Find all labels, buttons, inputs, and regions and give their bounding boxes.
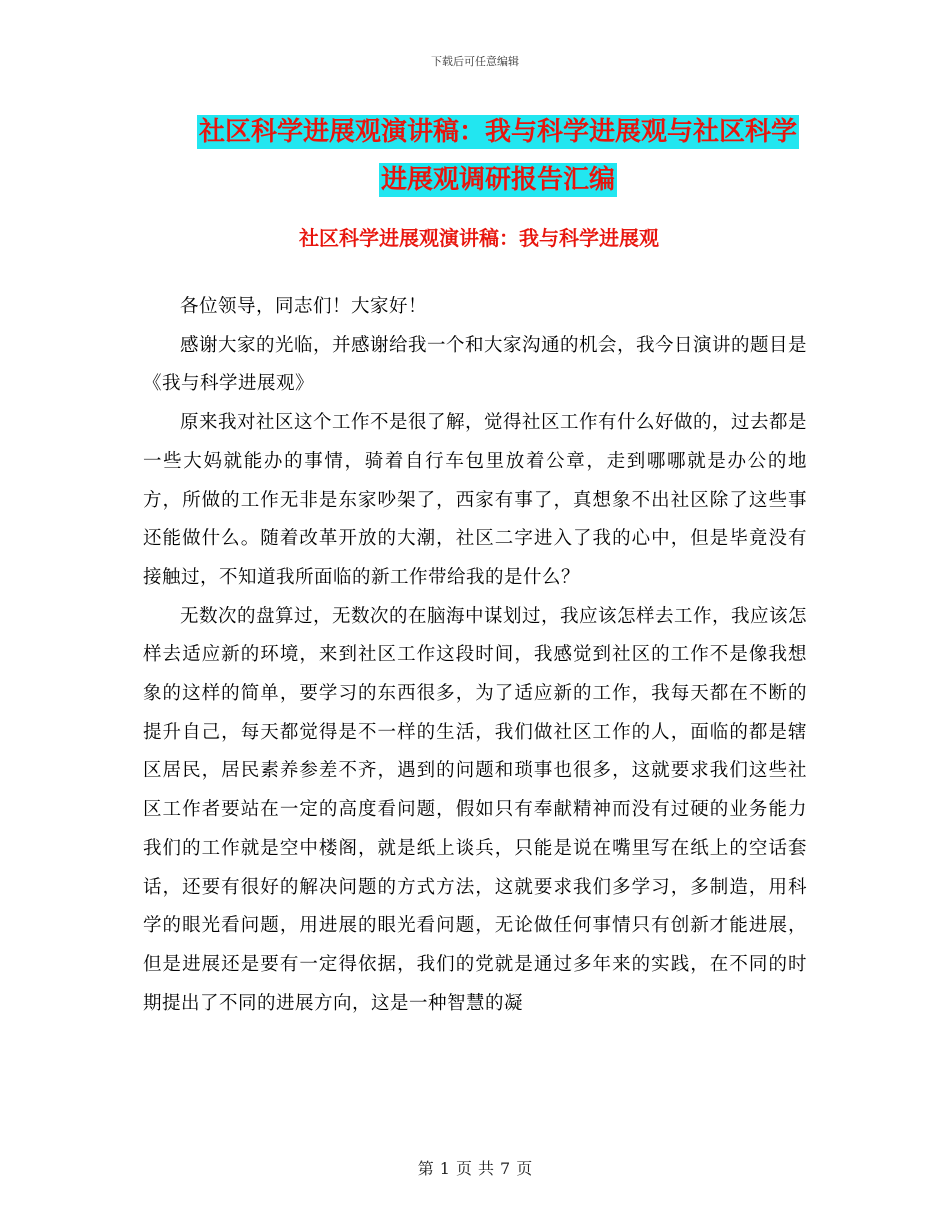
header-note: 下载后可任意编辑	[431, 55, 519, 68]
page-footer	[0, 1156, 950, 1179]
paragraph: 无数次的盘算过，无数次的在脑海中谋划过，我应该怎样去工作，我应该怎样去适应新的环境，来到社区工作这段时间，我感觉到社区的工作不是像我想象的这样的简单，要学习的东西很多，为了适应新的工作，我每天都在不断的提升自己，每天都觉得是不一样的生活，我们做社区工作的人，面临的都是辖区居民，居民素养参差不齐，遇到的问题和琐事也很多，这就要求我们这些社区工作者要站在一定的高度看问题，假如只有奉献精神而没有过硬的业务能力我们的工作就是空中楼阁，就是纸上谈兵，只能是说在嘴里写在纸上的空话套话，还要有很好的解决问题的方式方法，这就要求我们多学习，多制造，用科学的眼光看问题，用进展的眼光看问题，无论做任何事情只有创新才能进展，但是进展还是要有一定得依据，我们的党就是通过多年来的实践，在不同的时期提出了不同的进展方向，这是一种智慧的凝	[143, 605, 808, 1014]
document-title-line2: 进展观调研报告汇编	[380, 165, 615, 195]
document-title	[140, 108, 856, 204]
footer-total-prefix: 共	[478, 1159, 495, 1178]
footer-total-pages: 7	[500, 1159, 511, 1178]
paragraph: 原来我对社区这个工作不是很了解，觉得社区工作有什么好做的，过去都是一些大妈就能办的事情，骑着自行车包里放着公章，走到哪哪就是办公的地方，所做的工作无非是东家吵架了，西家有事了，真想象不出社区除了这些事还能做什么。随着改革开放的大潮，社区二字进入了我的心中，但是毕竟没有接触过，不知道我所面临的新工作带给我的是什么？	[143, 412, 808, 588]
section-title: 社区科学进展观演讲稿：我与科学进展观	[299, 226, 659, 250]
document-title-line1: 社区科学进展观演讲稿：我与科学进展观与社区科学	[198, 117, 797, 147]
paragraph: 感谢大家的光临，并感谢给我一个和大家沟通的机会，我今日演讲的题目是《我与科学进展观》	[143, 334, 808, 395]
document-body	[143, 288, 807, 1023]
paragraph: 各位领导，同志们！大家好！	[180, 296, 428, 317]
footer-prefix: 第	[417, 1159, 434, 1178]
footer-total-unit: 页	[516, 1159, 533, 1178]
footer-page-unit: 页	[455, 1159, 472, 1178]
footer-page-number: 1	[439, 1159, 450, 1178]
